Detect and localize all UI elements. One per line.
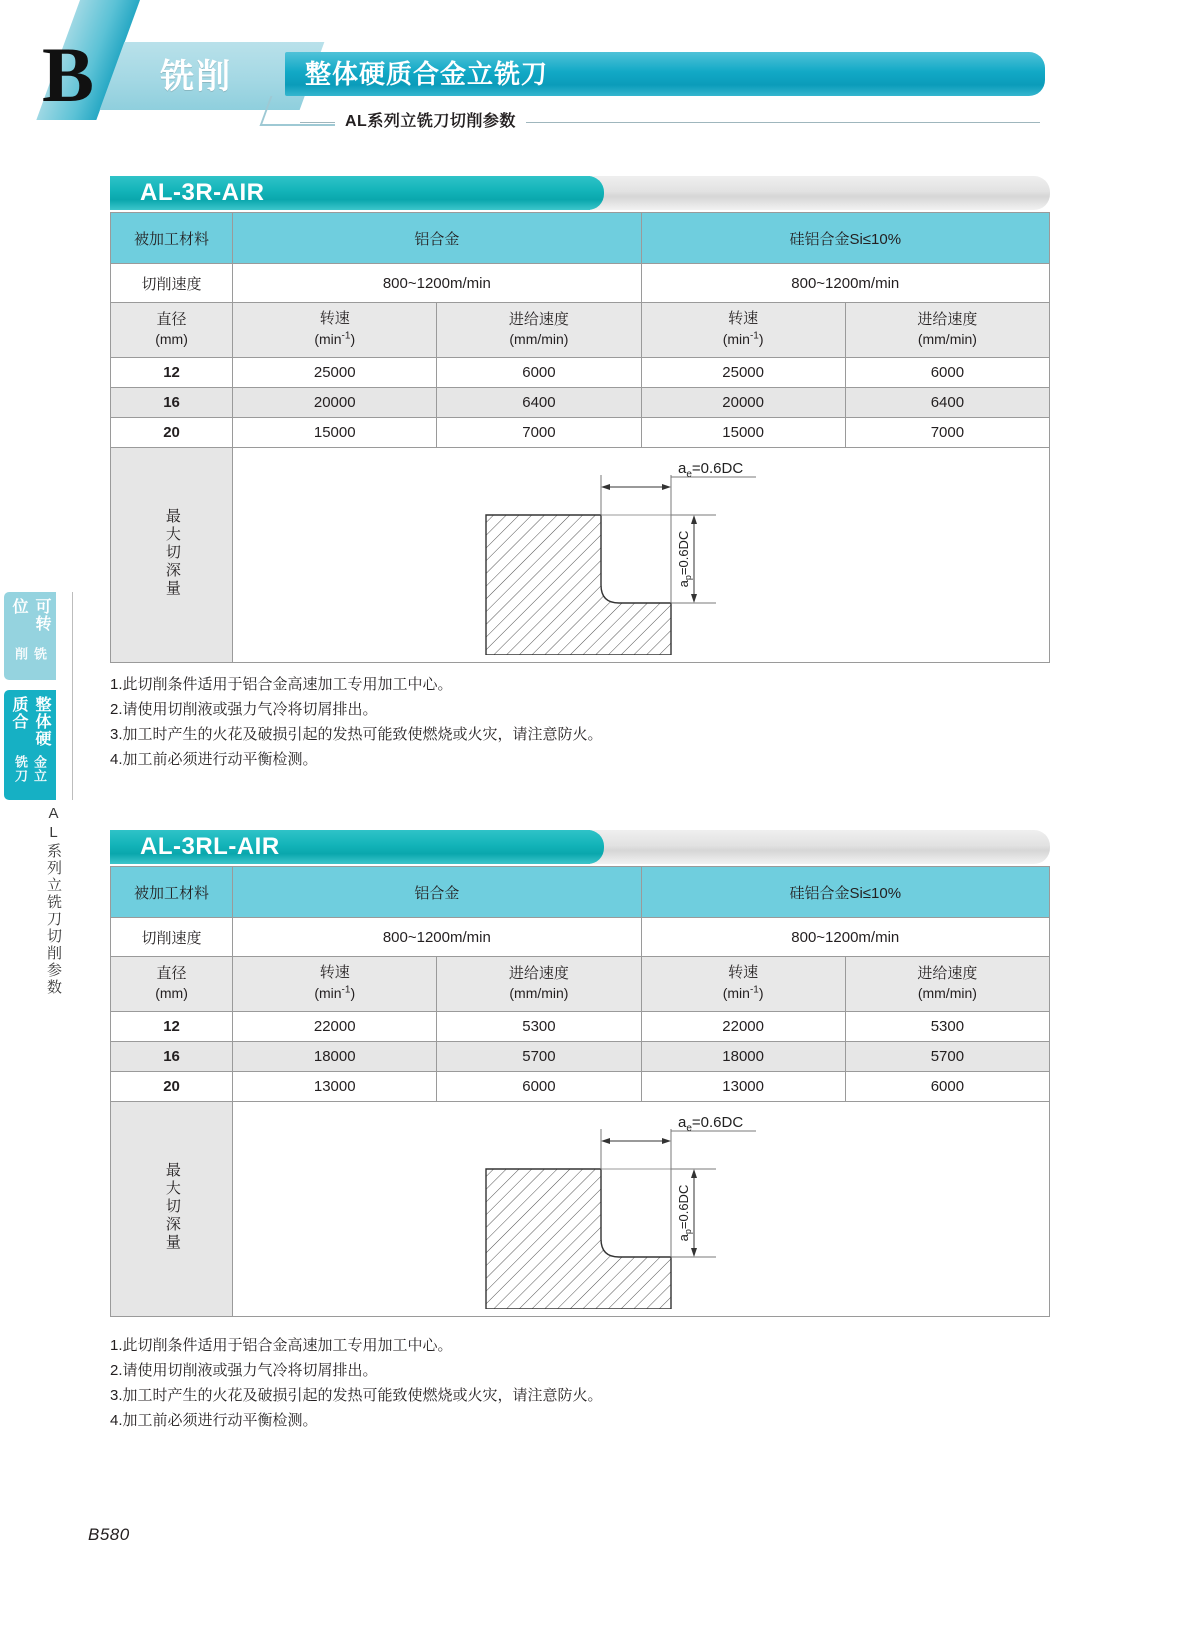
- feed-unit: (mm/min): [509, 985, 569, 1001]
- col-header-feed-2: [845, 303, 1049, 358]
- feed-unit: (mm/min): [917, 331, 977, 347]
- table-row-cutting-speed: [111, 918, 1050, 957]
- rpm-unit-sup: -1: [341, 984, 351, 996]
- cutting-speed-label: 切削速度: [111, 918, 233, 957]
- ap-dimension-label: $a_p=0.6DC$: [676, 1184, 694, 1242]
- col-header-rpm-2: [641, 957, 845, 1012]
- max-depth-label: 最大切深量: [163, 508, 181, 598]
- sidebar-tab-label-main: 整体硬质合: [10, 696, 50, 747]
- max-depth-label: 最大切深量: [163, 1162, 181, 1252]
- rpm-unit-post: ): [758, 985, 764, 1002]
- col-header-feed-2: [845, 957, 1049, 1012]
- cell-rpm-1: 25000: [233, 358, 437, 388]
- sidebar-tab-label-main: 可转位: [10, 598, 50, 632]
- rpm-unit-sup: -1: [341, 330, 351, 342]
- cutting-parameters-table: [110, 212, 1050, 663]
- rpm-unit-pre: (min: [722, 985, 750, 1002]
- cell-rpm-2: 15000: [641, 418, 845, 448]
- sidebar-rule: [72, 592, 73, 800]
- chapter-letter: B: [42, 31, 94, 118]
- material-name-2: 硅铝合金Si≤10%: [641, 213, 1049, 264]
- cell-rpm-1: 18000: [233, 1042, 437, 1072]
- cell-diameter: 20: [111, 418, 233, 448]
- rpm-unit-sup: -1: [749, 330, 759, 342]
- cell-rpm-1: 13000: [233, 1072, 437, 1102]
- ap-dimension-label: $a_p=0.6DC$: [676, 530, 694, 588]
- cutting-speed-value-2: 800~1200m/min: [641, 264, 1049, 303]
- rpm-label: 转速: [319, 964, 350, 982]
- feed-label: 进给速度: [917, 964, 978, 982]
- material-header-label: 被加工材料: [111, 867, 233, 918]
- sidebar-tab-indexable-milling[interactable]: [4, 592, 56, 680]
- col-header-feed-1: [437, 957, 641, 1012]
- cell-rpm-2: 18000: [641, 1042, 845, 1072]
- cell-rpm-2: 13000: [641, 1072, 845, 1102]
- cell-diameter: 16: [111, 1042, 233, 1072]
- cell-feed-2: 7000: [845, 418, 1049, 448]
- cell-feed-2: 5300: [845, 1012, 1049, 1042]
- feed-label: 进给速度: [917, 310, 978, 328]
- rpm-label: 转速: [319, 310, 350, 328]
- table-row: [111, 358, 1050, 388]
- table-row-column-headers: [111, 957, 1050, 1012]
- note-item: 2.请使用切削液或强力气冷将切屑排出。: [110, 701, 378, 718]
- table-row: [111, 1072, 1050, 1102]
- rpm-unit-pre: (min: [314, 331, 342, 348]
- col-header-diameter: [111, 303, 233, 358]
- page-number: B580: [88, 1525, 130, 1544]
- feed-unit: (mm/min): [509, 331, 569, 347]
- feed-unit: (mm/min): [917, 985, 977, 1001]
- note-item: 1.此切削条件适用于铝合金高速加工专用加工中心。: [110, 676, 453, 693]
- rpm-unit-post: ): [758, 331, 764, 348]
- material-header-label: 被加工材料: [111, 213, 233, 264]
- workpiece-shape: [486, 1169, 671, 1309]
- feed-label: 进给速度: [508, 964, 569, 982]
- cutting-depth-diagram: [426, 1109, 856, 1309]
- cell-feed-1: 6000: [437, 1072, 641, 1102]
- col-header-rpm-2: [641, 303, 845, 358]
- material-name-2: 硅铝合金Si≤10%: [641, 867, 1049, 918]
- material-name-1: 铝合金: [233, 213, 641, 264]
- section-header: [110, 830, 1050, 866]
- cell-feed-1: 6400: [437, 388, 641, 418]
- cutting-speed-value-1: 800~1200m/min: [233, 264, 641, 303]
- cell-feed-1: 7000: [437, 418, 641, 448]
- note-item: 2.请使用切削液或强力气冷将切屑排出。: [110, 1362, 378, 1379]
- cell-rpm-2: 25000: [641, 358, 845, 388]
- col-header-rpm-1: [233, 303, 437, 358]
- depth-diagram-cell: [233, 1102, 1050, 1317]
- material-name-1: 铝合金: [233, 867, 641, 918]
- table-row-column-headers: [111, 303, 1050, 358]
- col-header-diameter: [111, 957, 233, 1012]
- cell-diameter: 12: [111, 358, 233, 388]
- section-al-3r-air: [110, 176, 1050, 663]
- table-row-material: [111, 867, 1050, 918]
- cell-feed-1: 6000: [437, 358, 641, 388]
- section-title: AL-3R-AIR: [140, 179, 265, 206]
- table-row: [111, 1012, 1050, 1042]
- depth-diagram-cell: [233, 448, 1050, 663]
- banner-category-label: 铣削: [160, 58, 232, 96]
- col-header-feed-1: [437, 303, 641, 358]
- diameter-label: 直径: [156, 964, 187, 982]
- table-row-figure: [111, 1102, 1050, 1317]
- rpm-unit-pre: (min: [722, 331, 750, 348]
- cell-rpm-2: 22000: [641, 1012, 845, 1042]
- table-row: [111, 388, 1050, 418]
- workpiece-shape: [486, 515, 671, 655]
- note-item: 3.加工时产生的火花及破损引起的发热可能致使燃烧或火灾，请注意防火。: [110, 726, 603, 743]
- sidebar-tab-solid-carbide-endmill[interactable]: [4, 690, 56, 800]
- note-item: 4.加工前必须进行动平衡检测。: [110, 1412, 318, 1429]
- rpm-unit-pre: (min: [314, 985, 342, 1002]
- cell-diameter: 16: [111, 388, 233, 418]
- sidebar-tab-label-sub: 金立铣刀: [13, 755, 47, 784]
- cell-rpm-1: 15000: [233, 418, 437, 448]
- cell-rpm-2: 20000: [641, 388, 845, 418]
- rpm-label: 转速: [728, 964, 759, 982]
- cell-feed-1: 5700: [437, 1042, 641, 1072]
- table-row: [111, 1042, 1050, 1072]
- table-row-material: [111, 213, 1050, 264]
- section-al-3rl-air: [110, 830, 1050, 1317]
- ae-dimension-label: $a_e=0.6DC$: [678, 1114, 744, 1134]
- cell-diameter: 20: [111, 1072, 233, 1102]
- cell-feed-2: 6400: [845, 388, 1049, 418]
- sidebar-vertical-subtitle: AL系列立铣刀切削参数: [45, 805, 62, 996]
- sidebar-tab-label-sub: 铣削: [13, 647, 47, 662]
- ae-dimension-label: $a_e=0.6DC$: [678, 460, 744, 480]
- cell-feed-2: 5700: [845, 1042, 1049, 1072]
- section-title: AL-3RL-AIR: [140, 833, 280, 860]
- notes-list-2: [110, 1333, 603, 1433]
- max-depth-label-cell: [111, 1102, 233, 1317]
- note-item: 4.加工前必须进行动平衡检测。: [110, 751, 318, 768]
- page-subtitle: AL系列立铣刀切削参数: [335, 108, 526, 136]
- max-depth-label-cell: [111, 448, 233, 663]
- rpm-label: 转速: [728, 310, 759, 328]
- diameter-unit: (mm): [155, 985, 188, 1001]
- diameter-unit: (mm): [155, 331, 188, 347]
- cell-diameter: 12: [111, 1012, 233, 1042]
- section-header: [110, 176, 1050, 212]
- col-header-rpm-1: [233, 957, 437, 1012]
- cutting-speed-label: 切削速度: [111, 264, 233, 303]
- notes-list-1: [110, 672, 603, 772]
- cutting-parameters-table: [110, 866, 1050, 1317]
- table-row: [111, 418, 1050, 448]
- rpm-unit-post: ): [350, 985, 356, 1002]
- cell-feed-2: 6000: [845, 358, 1049, 388]
- table-row-figure: [111, 448, 1050, 663]
- table-row-cutting-speed: [111, 264, 1050, 303]
- page-title: 整体硬质合金立铣刀: [305, 59, 549, 89]
- cutting-speed-value-1: 800~1200m/min: [233, 918, 641, 957]
- cell-rpm-1: 22000: [233, 1012, 437, 1042]
- rpm-unit-post: ): [350, 331, 356, 348]
- rpm-unit-sup: -1: [749, 984, 759, 996]
- feed-label: 进给速度: [508, 310, 569, 328]
- page-banner: [0, 0, 1200, 150]
- note-item: 3.加工时产生的火花及破损引起的发热可能致使燃烧或火灾，请注意防火。: [110, 1387, 603, 1404]
- note-item: 1.此切削条件适用于铝合金高速加工专用加工中心。: [110, 1337, 453, 1354]
- cell-rpm-1: 20000: [233, 388, 437, 418]
- cell-feed-2: 6000: [845, 1072, 1049, 1102]
- cutting-depth-diagram: [426, 455, 856, 655]
- diameter-label: 直径: [156, 310, 187, 328]
- cutting-speed-value-2: 800~1200m/min: [641, 918, 1049, 957]
- cell-feed-1: 5300: [437, 1012, 641, 1042]
